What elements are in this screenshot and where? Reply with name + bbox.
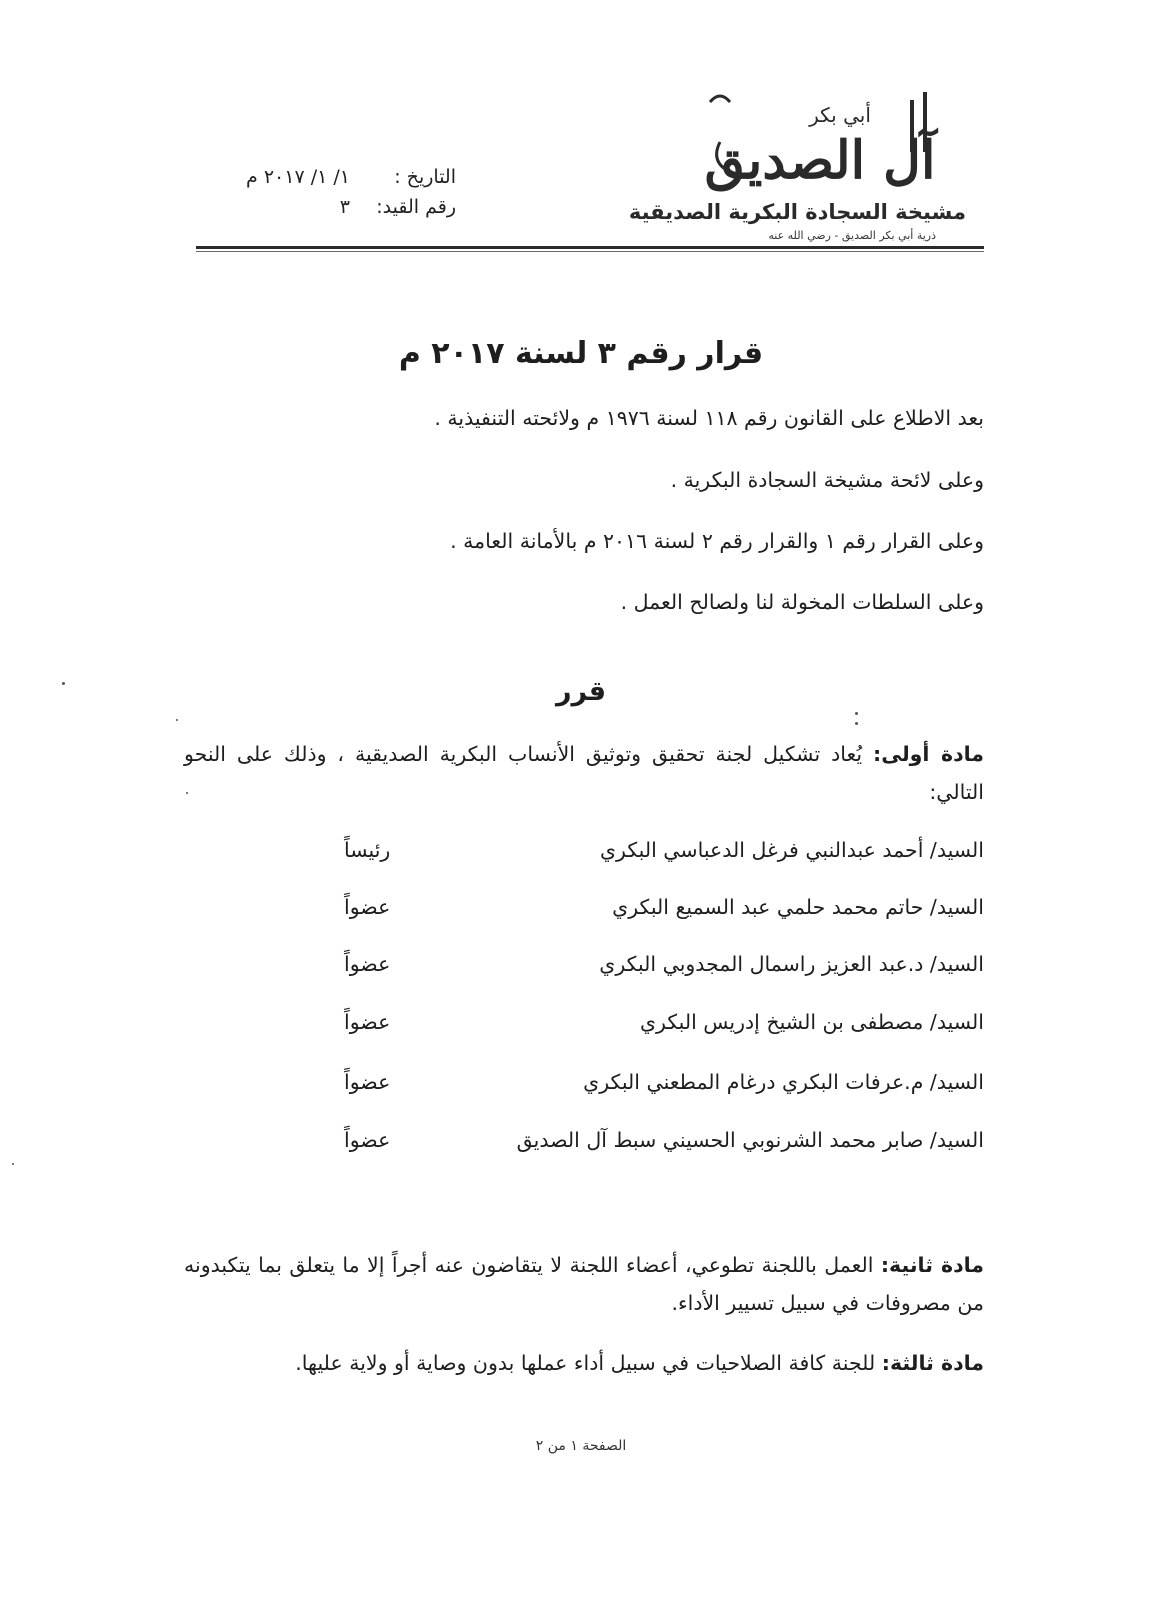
member-role: عضواً	[344, 1010, 391, 1034]
scan-speck	[62, 682, 65, 685]
date-value: ١/ ١/ ٢٠١٧ م	[246, 166, 350, 188]
article-2-label: مادة ثانية:	[880, 1253, 984, 1277]
article-1-text: يُعاد تشكيل لجنة تحقيق وتوثيق الأنساب البكرية الصديقية ، وذلك على النحو التالي:	[184, 742, 984, 804]
member-name: السيد/ أحمد عبدالنبي فرغل الدعباسي البكري	[599, 838, 984, 862]
logo-text: آل الصديق	[704, 130, 936, 191]
organization-logo	[690, 82, 950, 197]
registration-value: ٣	[339, 196, 350, 218]
header-divider	[196, 246, 984, 249]
member-name: السيد/ مصطفى بن الشيخ إدريس البكري	[639, 1010, 984, 1034]
scan-speck	[176, 719, 178, 721]
member-role: رئيساً	[344, 838, 391, 862]
member-row	[344, 1010, 984, 1050]
article-1-label: مادة أولى:	[873, 742, 984, 766]
member-role: عضواً	[344, 1070, 391, 1094]
scan-speck	[12, 1163, 14, 1165]
organization-name: مشيخة السجادة البكرية الصديقية	[628, 200, 966, 224]
registration-label: رقم القيد:	[376, 196, 456, 218]
member-row	[344, 838, 984, 878]
member-row	[344, 895, 984, 935]
preamble-line-4: وعلى السلطات المخولة لنا ولصالح العمل .	[620, 590, 984, 614]
member-row	[344, 952, 984, 992]
article-2-text: العمل باللجنة تطوعي، أعضاء اللجنة لا يتقاضون عنه أجراً إلا ما يتعلق بما يتكبدونه من مصروفات في سبيل تسيير الأداء.	[184, 1253, 984, 1315]
decided-heading: قرر	[555, 676, 607, 707]
date-label: التاريخ :	[394, 166, 456, 188]
article-2	[184, 1246, 984, 1322]
member-role: عضواً	[344, 1128, 391, 1152]
logo-subtext: أبي بكر	[809, 103, 871, 127]
preamble-line-2: وعلى لائحة مشيخة السجادة البكرية .	[670, 468, 984, 492]
page-number: الصفحة ١ من ٢	[535, 1438, 627, 1454]
member-row	[344, 1070, 984, 1110]
member-role: عضواً	[344, 952, 391, 976]
member-role: عضواً	[344, 895, 391, 919]
date-row	[186, 166, 456, 188]
preamble-line-1: بعد الاطلاع على القانون رقم ١١٨ لسنة ١٩٧٦ م ولائحته التنفيذية .	[434, 406, 984, 430]
scan-speck	[855, 712, 858, 715]
member-name: السيد/ م.عرفات البكري درغام المطعني البكري	[583, 1070, 984, 1094]
article-3	[184, 1344, 984, 1382]
organization-tagline: ذرية أبي بكر الصديق - رضي الله عنه	[768, 229, 936, 242]
article-3-label: مادة ثالثة:	[881, 1351, 984, 1375]
member-name: السيد/ صابر محمد الشرنوبي الحسيني سبط آل الصديق	[516, 1128, 984, 1152]
member-row	[344, 1128, 984, 1168]
preamble-line-3: وعلى القرار رقم ١ والقرار رقم ٢ لسنة ٢٠١٦ م بالأمانة العامة .	[450, 529, 984, 553]
member-name: السيد/ د.عبد العزيز راسمال المجدوبي البكري	[599, 952, 984, 976]
registration-row	[186, 196, 456, 218]
member-name: السيد/ حاتم محمد حلمي عبد السميع البكري	[612, 895, 984, 919]
article-3-text: للجنة كافة الصلاحيات في سبيل أداء عملها بدون وصاية أو ولاية عليها.	[295, 1351, 876, 1375]
scan-speck	[855, 722, 858, 725]
scan-speck	[186, 792, 188, 794]
decree-title: قرار رقم ٣ لسنة ٢٠١٧ م	[398, 336, 764, 371]
article-1	[184, 735, 984, 811]
header-divider-thin	[196, 251, 984, 252]
